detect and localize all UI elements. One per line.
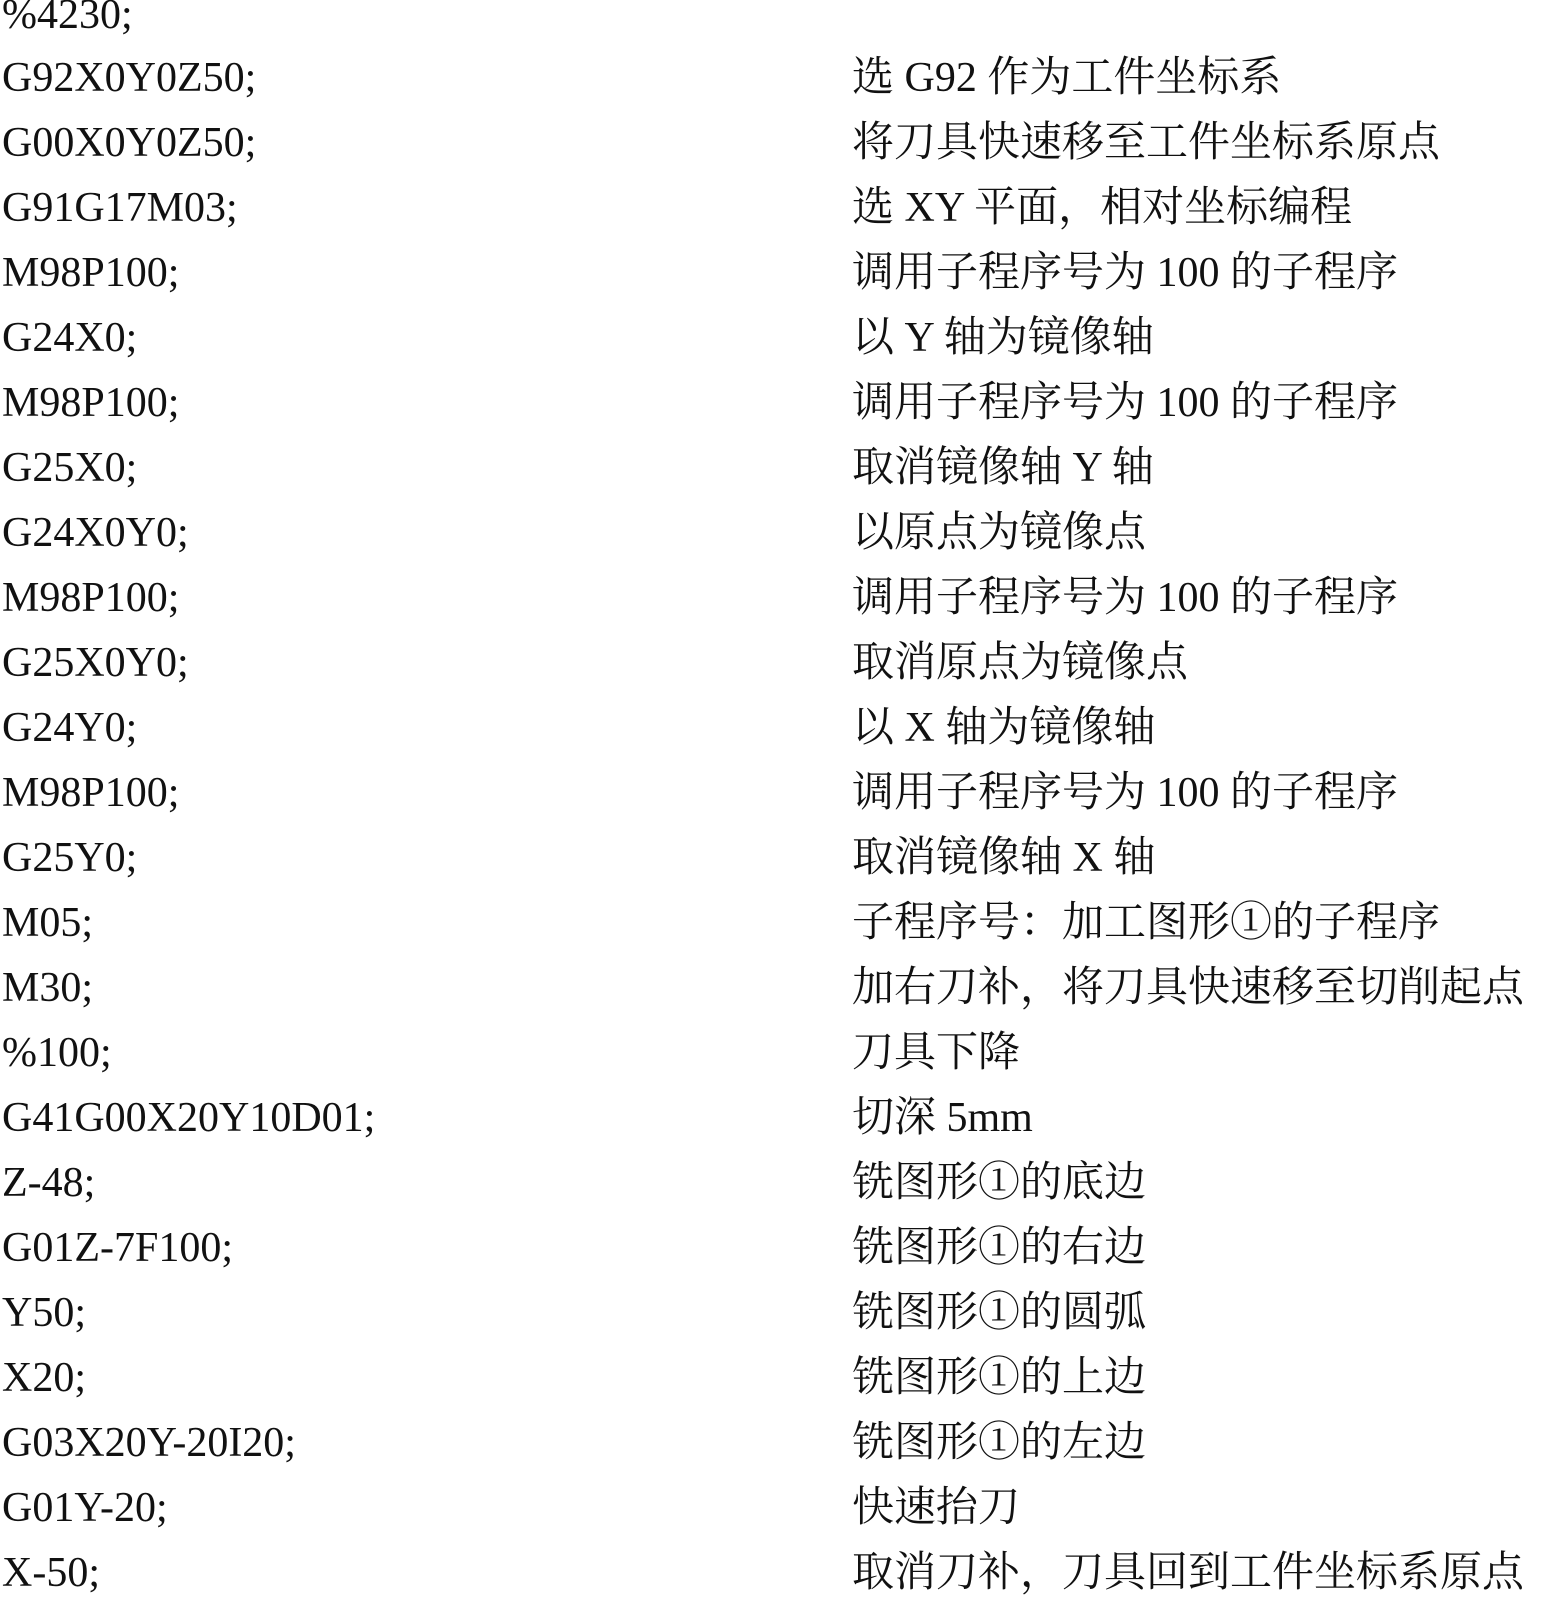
line-comment: 调用子程序号为 100 的子程序 (852, 575, 1399, 621)
line-comment: 铣图形①的上边 (852, 1355, 1147, 1401)
nc-code: G00X0Y0Z50; (2, 120, 257, 166)
nc-code: G01Z-7F100; (2, 1225, 233, 1271)
program-line (0, 1020, 1547, 1086)
program-line (0, 0, 1547, 48)
program-line (0, 1150, 1547, 1216)
nc-code: G92X0Y0Z50; (2, 55, 257, 101)
line-comment: 取消镜像轴 Y 轴 (852, 445, 1154, 491)
line-comment: 取消刀补，刀具回到工件坐标系原点 (852, 1550, 1525, 1596)
nc-code: M30; (2, 965, 94, 1011)
nc-code: G25X0Y0; (2, 640, 189, 686)
line-comment: 调用子程序号为 100 的子程序 (852, 250, 1399, 296)
nc-code: G24X0; (2, 315, 138, 361)
program-line (0, 500, 1547, 566)
nc-code: %100; (2, 1030, 112, 1076)
program-line (0, 1410, 1547, 1476)
program-line (0, 695, 1547, 761)
nc-code: X20; (2, 1355, 86, 1401)
nc-code: Z-48; (2, 1160, 96, 1206)
program-line (0, 760, 1547, 826)
nc-code: G41G00X20Y10D01; (2, 1095, 376, 1141)
nc-code: X-50; (2, 1550, 100, 1596)
line-comment: 子程序号：加工图形①的子程序 (852, 900, 1441, 946)
program-line (0, 825, 1547, 891)
program-line (0, 240, 1547, 306)
line-comment: 取消镜像轴 X 轴 (852, 835, 1156, 881)
line-comment: 以原点为镜像点 (852, 510, 1147, 556)
line-comment: 调用子程序号为 100 的子程序 (852, 770, 1399, 816)
nc-code: %4230; (2, 0, 133, 38)
nc-code: G01Y-20; (2, 1485, 168, 1531)
line-comment: 铣图形①的右边 (852, 1225, 1147, 1271)
nc-code: G25Y0; (2, 835, 138, 881)
nc-code: G25X0; (2, 445, 138, 491)
program-line (0, 45, 1547, 111)
program-line (0, 890, 1547, 956)
line-comment: 铣图形①的底边 (852, 1160, 1147, 1206)
line-comment: 刀具下降 (852, 1030, 1021, 1076)
program-line (0, 370, 1547, 436)
program-line (0, 1345, 1547, 1411)
program-line (0, 1540, 1547, 1606)
nc-code: G03X20Y-20I20; (2, 1420, 296, 1466)
line-comment: 选 G92 作为工件坐标系 (852, 55, 1282, 101)
program-line (0, 110, 1547, 176)
program-line (0, 435, 1547, 501)
nc-code: M98P100; (2, 770, 180, 816)
program-line (0, 1215, 1547, 1281)
nc-code: G91G17M03; (2, 185, 238, 231)
line-comment: 以 Y 轴为镜像轴 (852, 315, 1154, 361)
line-comment: 切深 5mm (852, 1095, 1033, 1141)
line-comment: 选 XY 平面，相对坐标编程 (852, 185, 1353, 231)
program-line (0, 630, 1547, 696)
line-comment: 将刀具快速移至工件坐标系原点 (852, 120, 1441, 166)
line-comment: 快速抬刀 (852, 1485, 1021, 1531)
program-line (0, 305, 1547, 371)
nc-code: Y50; (2, 1290, 86, 1336)
nc-code: G24X0Y0; (2, 510, 189, 556)
line-comment: 铣图形①的圆弧 (852, 1290, 1147, 1336)
nc-code: M05; (2, 900, 94, 946)
nc-code: M98P100; (2, 575, 180, 621)
line-comment: 以 X 轴为镜像轴 (852, 705, 1156, 751)
nc-code: G24Y0; (2, 705, 138, 751)
program-line (0, 1280, 1547, 1346)
line-comment: 调用子程序号为 100 的子程序 (852, 380, 1399, 426)
program-line (0, 175, 1547, 241)
nc-code: M98P100; (2, 250, 180, 296)
program-line (0, 1085, 1547, 1151)
program-line (0, 1475, 1547, 1541)
line-comment: 铣图形①的左边 (852, 1420, 1147, 1466)
program-line (0, 565, 1547, 631)
nc-code: M98P100; (2, 380, 180, 426)
program-line (0, 955, 1547, 1021)
line-comment: 取消原点为镜像点 (852, 640, 1189, 686)
line-comment: 加右刀补，将刀具快速移至切削起点 (852, 965, 1525, 1011)
